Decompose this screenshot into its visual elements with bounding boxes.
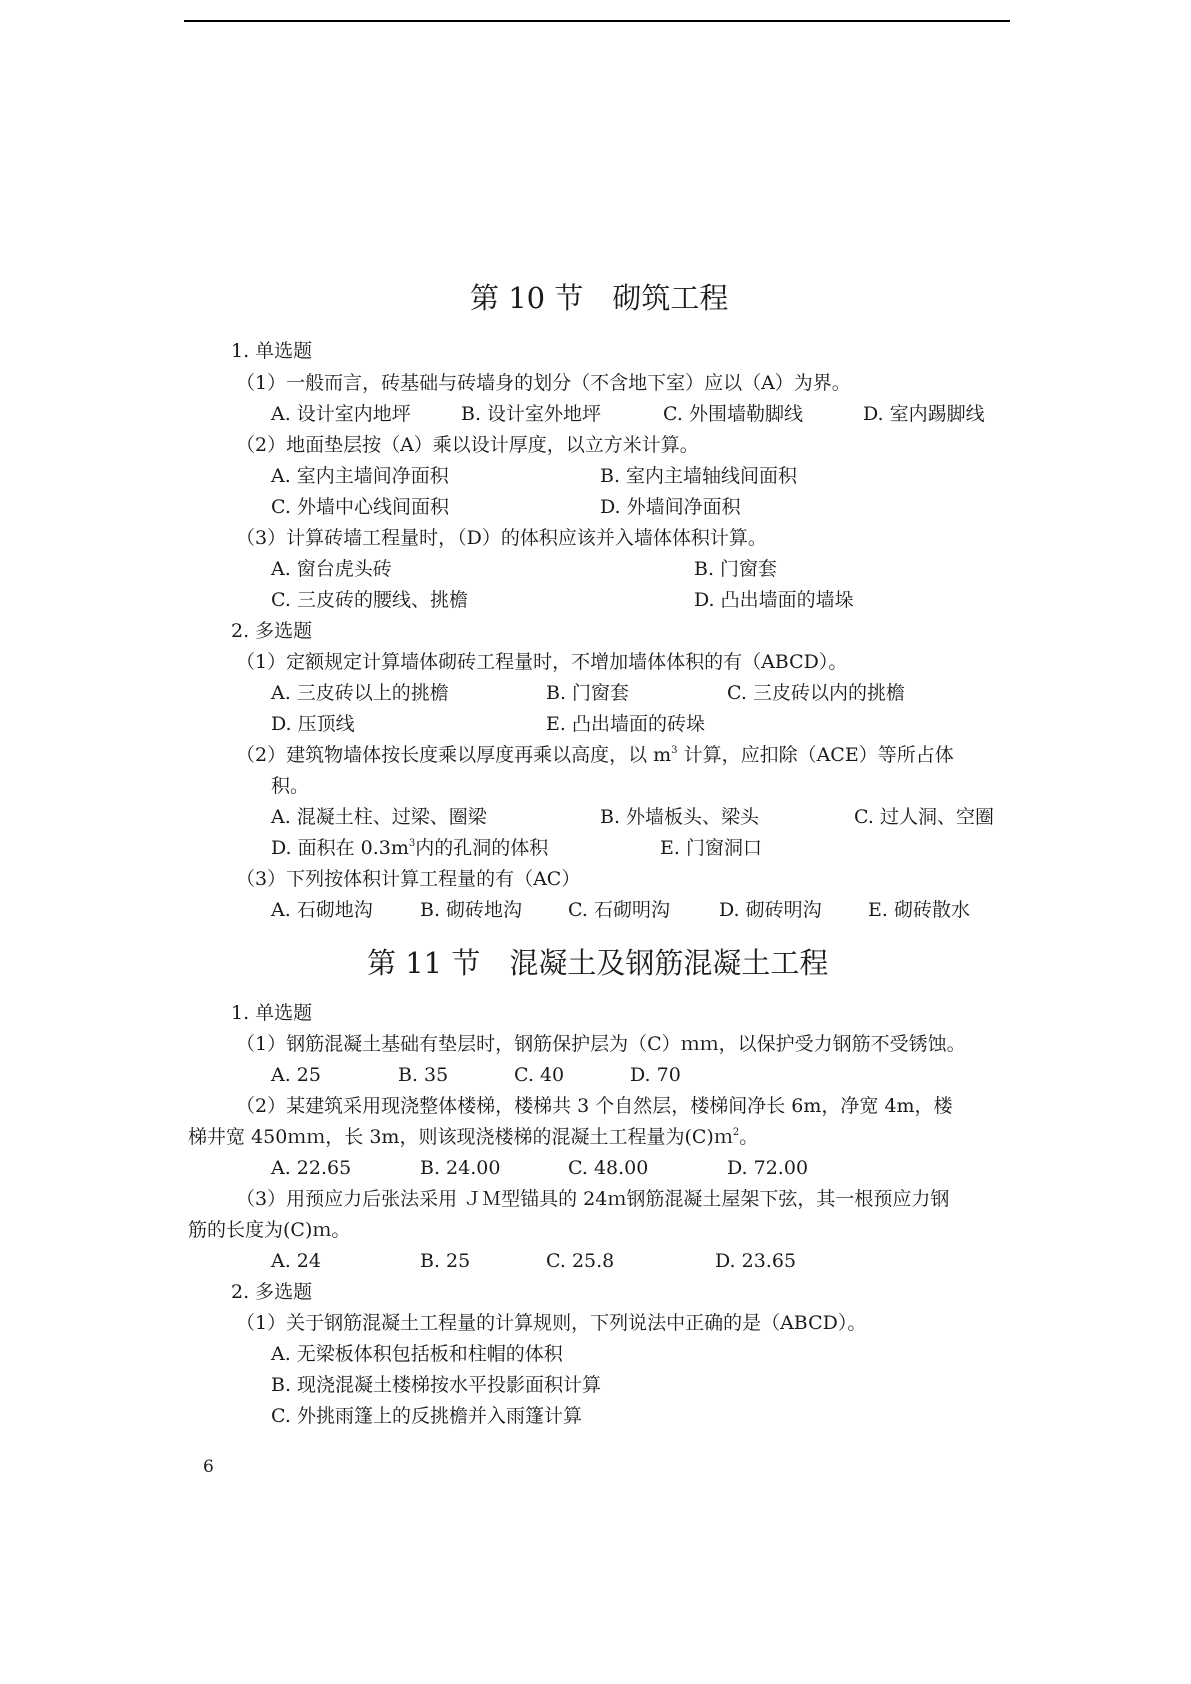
option-e: E. 门窗洞口	[660, 837, 762, 859]
single-choice-heading: 1. 单选题	[231, 1002, 313, 1024]
option-b: B. 设计室外地坪	[461, 403, 602, 425]
option-c: C. 三皮砖以内的挑檐	[727, 682, 905, 704]
option-d: D. 23.65	[715, 1250, 797, 1272]
question-stem: （3）计算砖墙工程量时，（D）的体积应该并入墙体体积计算。	[236, 527, 767, 549]
option-b: B. 室内主墙轴线间面积	[600, 465, 798, 487]
option-b: B. 门窗套	[694, 558, 778, 580]
option-b: B. 砌砖地沟	[420, 899, 523, 921]
question-stem: （1）一般而言，砖基础与砖墙身的划分（不含地下室）应以（A）为界。	[236, 372, 851, 394]
option-d: D. 70	[630, 1064, 681, 1086]
option-d: D. 室内踢脚线	[863, 403, 985, 425]
option-d: D. 外墙间净面积	[600, 496, 741, 518]
option-c: C. 外围墙勒脚线	[663, 403, 803, 425]
option-c: C. 三皮砖的腰线、挑檐	[271, 589, 468, 611]
option-c: C. 石砌明沟	[568, 899, 670, 921]
option-a: A. 24	[271, 1250, 321, 1272]
superscript: 3	[671, 745, 678, 756]
option-a: A. 三皮砖以上的挑檐	[271, 682, 449, 704]
page-number: 6	[203, 1457, 214, 1477]
question-stem-continued: 积。	[271, 775, 310, 797]
superscript: 3	[408, 838, 416, 849]
question-stem: （1）定额规定计算墙体砌砖工程量时，不增加墙体体积的有（ABCD）。	[236, 651, 848, 673]
option-b: B. 24.00	[420, 1157, 501, 1179]
option-e: E. 凸出墙面的砖垛	[546, 713, 705, 735]
header-rule	[184, 20, 1010, 22]
option-b: B. 现浇混凝土楼梯按水平投影面积计算	[271, 1374, 602, 1396]
question-stem: （1）关于钢筋混凝土工程量的计算规则，下列说法中正确的是（ABCD）。	[236, 1312, 867, 1334]
superscript: 2	[732, 1127, 740, 1138]
option-d: D. 面积在 $0.3m^3$内的孔洞的体积	[271, 837, 549, 859]
question-stem: （2）建筑物墙体按长度乘以厚度再乘以高度，以 $m^3$ 计算，应扣除（ACE）等所占体	[236, 744, 954, 766]
option-a: A. 无梁板体积包括板和柱帽的体积	[271, 1343, 563, 1365]
section-11-title: 第 11 节 混凝土及钢筋混凝土工程	[367, 946, 829, 980]
multiple-choice-heading: 2. 多选题	[231, 1281, 313, 1303]
option-a: A. 设计室内地坪	[271, 403, 411, 425]
option-d: D. 凸出墙面的墙垛	[694, 589, 854, 611]
option-d: D. 72.00	[727, 1157, 809, 1179]
option-c: C. 40	[514, 1064, 565, 1086]
option-c: C. 过人洞、空圈	[854, 806, 994, 828]
option-d: D. 压顶线	[271, 713, 355, 735]
option-b: B. 35	[398, 1064, 449, 1086]
option-a: A. 混凝土柱、过梁、圈梁	[271, 806, 487, 828]
option-a: A. 25	[271, 1064, 321, 1086]
option-a: A. 窗台虎头砖	[271, 558, 392, 580]
question-stem: （1）钢筋混凝土基础有垫层时，钢筋保护层为（C）ｍｍ，以保护受力钢筋不受锈蚀。	[236, 1033, 966, 1055]
option-c: C. 外墙中心线间面积	[271, 496, 449, 518]
single-choice-heading: 1. 单选题	[231, 340, 313, 362]
option-c: C. 48.00	[568, 1157, 649, 1179]
question-stem-continued: 梯井宽 450ｍｍ，长 3m，则该现浇楼梯的混凝土工程量为(C)ｍ$^2$。	[188, 1126, 759, 1148]
question-stem: （3）用预应力后张法采用 ＪＭ型锚具的 24ｍ钢筋混凝土屋架下弦，其一根预应力钢	[236, 1188, 950, 1210]
option-a: A. 22.65	[271, 1157, 352, 1179]
question-stem: （2）某建筑采用现浇整体楼梯，楼梯共 3 个自然层，楼梯间净长 6m，净宽 4m，楼	[236, 1095, 953, 1117]
option-e: E. 砌砖散水	[868, 899, 970, 921]
option-a: A. 室内主墙间净面积	[271, 465, 449, 487]
section-10-title: 第 10 节 砌筑工程	[470, 281, 729, 315]
question-stem: （2）地面垫层按（A）乘以设计厚度，以立方米计算。	[236, 434, 699, 456]
option-c: C. 外挑雨篷上的反挑檐并入雨篷计算	[271, 1405, 582, 1427]
option-c: C. 25.8	[546, 1250, 615, 1272]
multiple-choice-heading: 2. 多选题	[231, 620, 313, 642]
option-a: A. 石砌地沟	[271, 899, 373, 921]
option-b: B. 25	[420, 1250, 471, 1272]
question-stem-continued: 筋的长度为(C)ｍ。	[188, 1219, 351, 1241]
option-b: B. 外墙板头、梁头	[600, 806, 760, 828]
question-stem: （3）下列按体积计算工程量的有（AC）	[236, 868, 581, 890]
option-b: B. 门窗套	[546, 682, 630, 704]
option-d: D. 砌砖明沟	[719, 899, 822, 921]
